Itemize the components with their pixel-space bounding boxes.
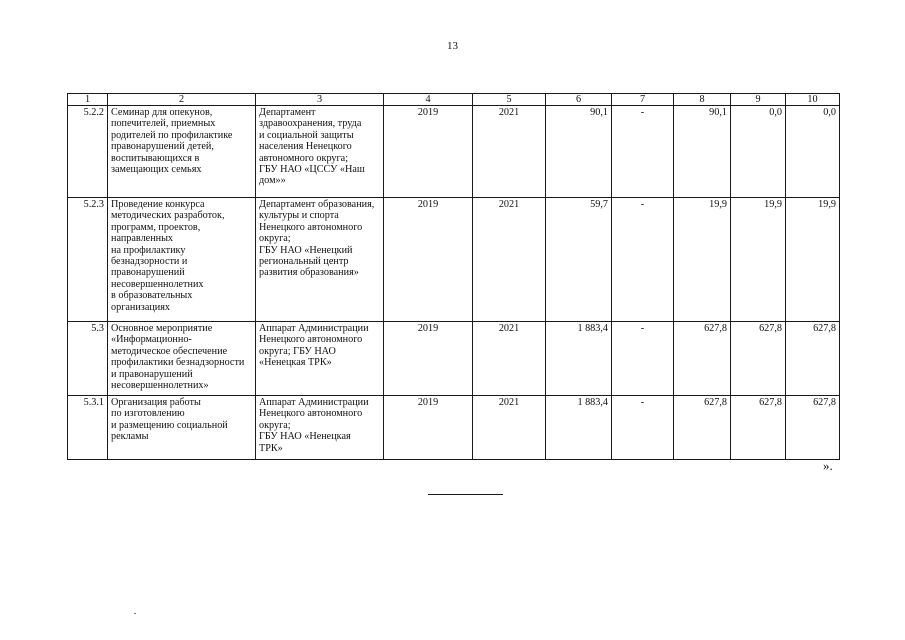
executor-line: автономного округа;	[259, 152, 349, 164]
measure-name-line: правонарушений	[111, 267, 185, 279]
row-year-start: 2019	[384, 322, 473, 396]
executor-line: ГБУ НАО «ЦССУ «Наш	[259, 164, 365, 176]
measure-name-line: Проведение конкурса	[111, 199, 205, 210]
executor-line: округа;	[259, 419, 291, 431]
row-executor	[256, 322, 384, 396]
row-year-start: 2019	[384, 396, 473, 460]
row-measure-name	[108, 396, 256, 460]
measure-name-line: правонарушений детей,	[111, 141, 214, 153]
measure-name-line: на профилактику	[111, 244, 186, 256]
row-executor	[256, 396, 384, 460]
executor-line: ГБУ НАО «Ненецкий	[259, 244, 353, 256]
executor-line: здравоохранения, труда	[259, 118, 362, 130]
row-total: 1 883,4	[546, 396, 612, 460]
row-total: 59,7	[546, 198, 612, 322]
col-header-5: 5	[473, 94, 546, 106]
executor-line: округа; ГБУ НАО	[259, 345, 336, 357]
row-measure-name	[108, 322, 256, 396]
executor-line: дом»»	[259, 175, 286, 187]
row-col10: 627,8	[786, 322, 840, 396]
row-code: 5.3.1	[68, 396, 108, 460]
executor-line: и социальной защиты	[259, 129, 354, 141]
col-header-9: 9	[731, 94, 786, 106]
executor-line: Департамент	[259, 107, 316, 118]
row-col10: 19,9	[786, 198, 840, 322]
measure-name-line: попечителей, приемных	[111, 118, 216, 130]
measure-name-line: Основное мероприятие	[111, 323, 213, 334]
executor-line: ТРК»	[259, 442, 283, 454]
measure-name-line: в образовательных	[111, 290, 193, 302]
row-col7: -	[612, 106, 674, 198]
executor-line: населения Ненецкого	[259, 141, 352, 153]
row-executor	[256, 198, 384, 322]
row-col9: 19,9	[731, 198, 786, 322]
row-col10: 0,0	[786, 106, 840, 198]
row-year-start: 2019	[384, 106, 473, 198]
table-row	[68, 322, 840, 396]
col-header-4: 4	[384, 94, 473, 106]
row-code: 5.3	[68, 322, 108, 396]
row-year-end: 2021	[473, 106, 546, 198]
measure-name-line: Семинар для опекунов,	[111, 107, 213, 118]
row-col7: -	[612, 396, 674, 460]
row-col7: -	[612, 198, 674, 322]
row-year-end: 2021	[473, 198, 546, 322]
col-header-3: 3	[256, 94, 384, 106]
measure-name-line: безнадзорности и	[111, 256, 188, 268]
row-col8: 90,1	[674, 106, 731, 198]
row-year-end: 2021	[473, 396, 546, 460]
executor-line: региональный центр	[259, 256, 349, 268]
row-col7: -	[612, 322, 674, 396]
measure-name-line: несовершеннолетних»	[111, 380, 209, 392]
executor-line: развития образования»	[259, 267, 359, 279]
measure-name-line: программ, проектов,	[111, 221, 201, 233]
executor-line: Ненецкого автономного	[259, 334, 363, 346]
row-total: 90,1	[546, 106, 612, 198]
executor-line: Аппарат Администрации	[259, 397, 369, 408]
row-code: 5.2.2	[68, 106, 108, 198]
executor-line: округа;	[259, 233, 291, 245]
table-row	[68, 198, 840, 322]
page-number: 13	[447, 40, 458, 52]
row-year-start: 2019	[384, 198, 473, 322]
col-header-7: 7	[612, 94, 674, 106]
col-header-10: 10	[786, 94, 840, 106]
measure-name-line: несовершеннолетних	[111, 278, 204, 290]
row-col9: 0,0	[731, 106, 786, 198]
row-measure-name	[108, 198, 256, 322]
measure-name-line: рекламы	[111, 431, 149, 443]
col-header-8: 8	[674, 94, 731, 106]
row-measure-name	[108, 106, 256, 198]
measure-name-line: и правонарушений	[111, 368, 193, 380]
measure-name-line: методических разработок,	[111, 210, 225, 222]
measure-name-line: и размещению социальной	[111, 419, 228, 431]
measure-name-line: организациях	[111, 301, 171, 313]
measure-name-line: воспитывающихся в	[111, 152, 200, 164]
row-code: 5.2.3	[68, 198, 108, 322]
row-executor	[256, 106, 384, 198]
executor-line: Департамент образования,	[259, 199, 375, 210]
row-col9: 627,8	[731, 322, 786, 396]
measure-name-line: по изготовлению	[111, 408, 185, 420]
measure-name-line: профилактики безнадзорности	[111, 357, 245, 369]
executor-line: «Ненецкая ТРК»	[259, 357, 332, 369]
executor-line: ГБУ НАО «Ненецкая	[259, 431, 351, 443]
measure-name-line: «Информационно-	[111, 334, 192, 346]
measure-name-line: замещающих семьях	[111, 164, 202, 176]
measure-name-line: родителей по профилактике	[111, 129, 233, 141]
row-col8: 19,9	[674, 198, 731, 322]
col-header-6: 6	[546, 94, 612, 106]
measure-name-line: Организация работы	[111, 397, 201, 408]
row-col8: 627,8	[674, 322, 731, 396]
row-year-end: 2021	[473, 322, 546, 396]
table-row	[68, 106, 840, 198]
executor-line: Ненецкого автономного	[259, 221, 363, 233]
row-col10: 627,8	[786, 396, 840, 460]
measure-name-line: направленных	[111, 233, 174, 245]
executor-line: Аппарат Администрации	[259, 323, 369, 334]
col-header-1: 1	[68, 94, 108, 106]
row-total: 1 883,4	[546, 322, 612, 396]
row-col9: 627,8	[731, 396, 786, 460]
executor-line: культуры и спорта	[259, 210, 339, 222]
executor-line: Ненецкого автономного	[259, 408, 363, 420]
row-col8: 627,8	[674, 396, 731, 460]
program-table	[67, 93, 840, 460]
scan-speck	[134, 613, 136, 614]
measure-name-line: методическое обеспечение	[111, 345, 228, 357]
col-header-2: 2	[108, 94, 256, 106]
closing-quote: ».	[823, 458, 833, 473]
table-row	[68, 396, 840, 460]
header-row	[68, 94, 840, 106]
footer-rule	[428, 494, 503, 495]
